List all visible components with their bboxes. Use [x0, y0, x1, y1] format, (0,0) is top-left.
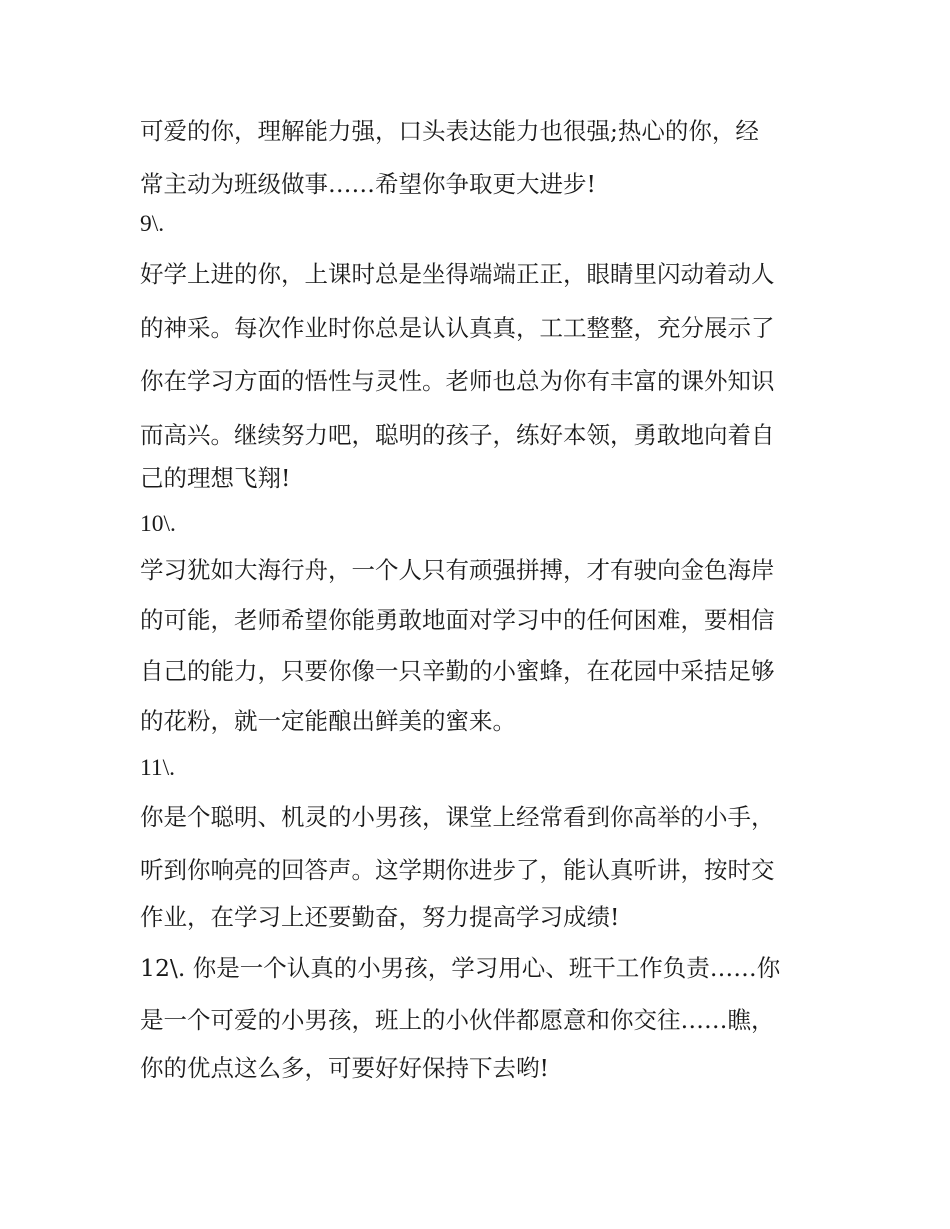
text-line: 的神采。每次作业时你总是认认真真，工工整整，充分展示了	[140, 314, 775, 342]
text-line: 自己的能力，只要你像一只辛勤的小蜜蜂，在花园中采拮足够	[140, 657, 775, 685]
item-number: 11\.	[140, 755, 176, 781]
text-line: 12\. 你是一个认真的小男孩，学习用心、班干工作负责……你	[140, 954, 781, 982]
text-line: 的花粉，就一定能酿出鲜美的蜜来。	[140, 707, 516, 735]
text-line: 常主动为班级做事……希望你争取更大进步!	[140, 170, 596, 198]
text-line: 是一个可爱的小男孩，班上的小伙伴都愿意和你交往……瞧，	[140, 1006, 775, 1034]
text-line: 作业，在学习上还要勤奋，努力提高学习成绩!	[140, 903, 620, 931]
text-line: 你是个聪明、机灵的小男孩，课堂上经常看到你高举的小手，	[140, 803, 775, 831]
text-line: 可爱的你，理解能力强，口头表达能力也很强;热心的你，经	[140, 117, 759, 145]
text-line: 的可能，老师希望你能勇敢地面对学习中的任何困难，要相信	[140, 606, 775, 634]
text-line: 听到你响亮的回答声。这学期你进步了，能认真听讲，按时交	[140, 856, 775, 884]
text-line: 你的优点这么多，可要好好保持下去哟!	[140, 1054, 549, 1082]
item-number: 10\.	[140, 511, 176, 537]
text-line: 好学上进的你，上课时总是坐得端端正正，眼睛里闪动着动人	[140, 260, 775, 288]
text-line: 你在学习方面的悟性与灵性。老师也总为你有丰富的课外知识	[140, 367, 775, 395]
text-line: 而高兴。继续努力吧，聪明的孩子，练好本领，勇敢地向着自	[140, 421, 775, 449]
text-line: 己的理想飞翔!	[140, 464, 291, 492]
item-number: 9\.	[140, 211, 165, 237]
text-line: 学习犹如大海行舟，一个人只有顽强拼搏，才有驶向金色海岸	[140, 556, 775, 584]
